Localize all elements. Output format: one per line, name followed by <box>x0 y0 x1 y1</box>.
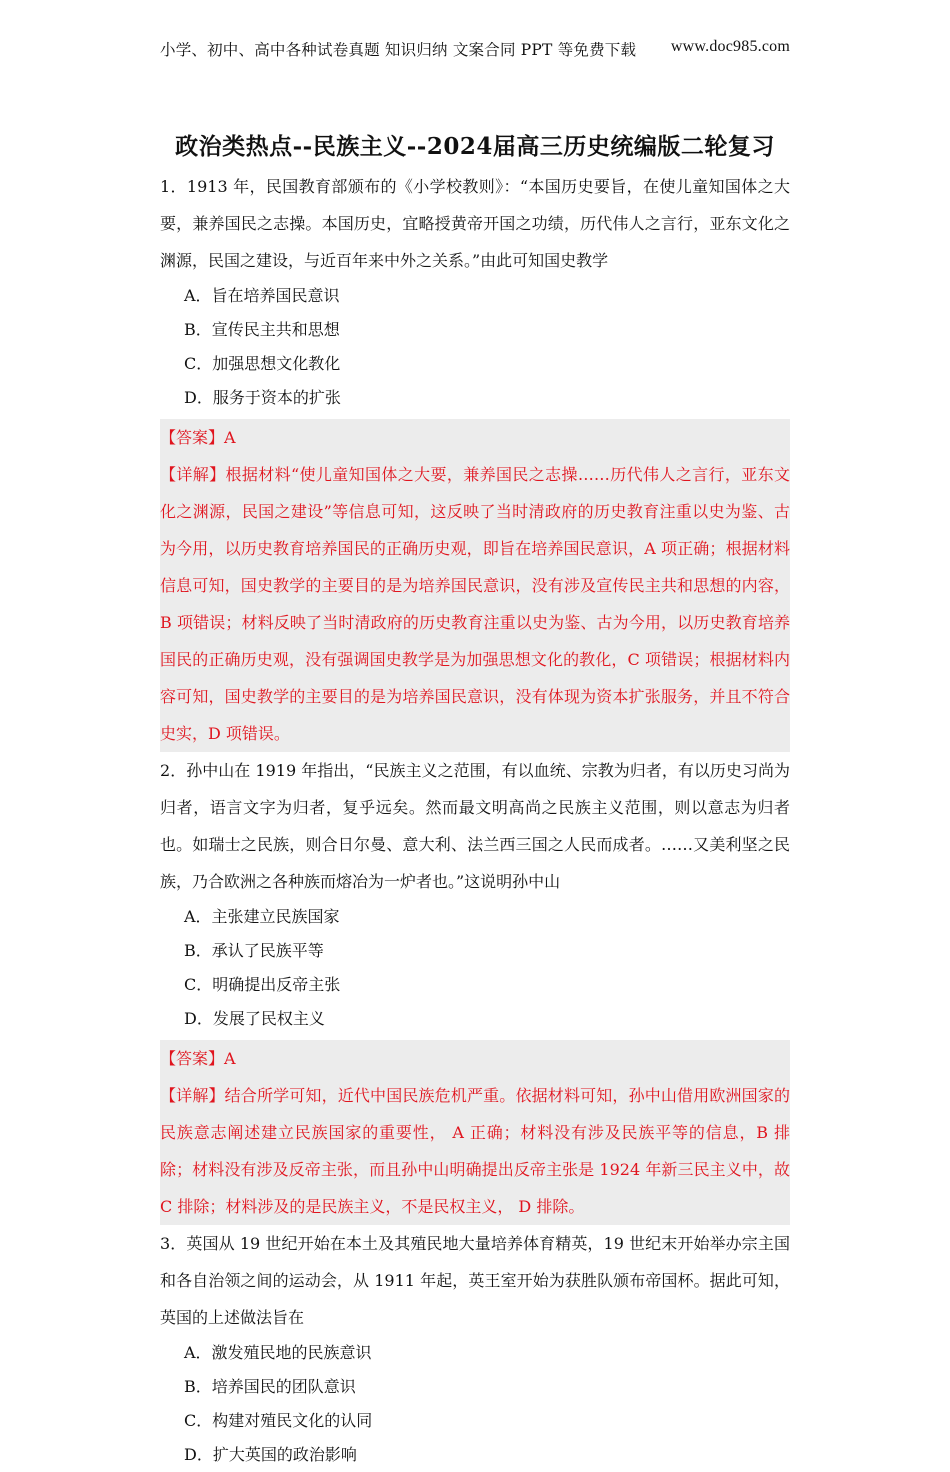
detail-text: 结合所学可知，近代中国民族危机严重。依据材料可知，孙中山借用欧洲国家的民族意志阐述建立民族国家的重要性， A 正确；材料没有涉及民族平等的信息，B 排除；材料没有涉及反帝主张，而且孙中山明确提出反帝主张是 1924 年新三民主义中，故 C 排除；材料涉及的是民族主义，不是民权主义， D 排除。 <box>160 1086 790 1216</box>
q1-answer <box>160 419 790 456</box>
question-1-stem: 1．1913 年，民国教育部颁布的《小学校教则》：“本国历史要旨，在使儿童知国体之大要，兼养国民之志操。本国历史，宜略授黄帝开国之功绩，历代伟人之言行，亚东文化之渊源，民国之建设，与近百年来中外之关系。”由此可知国史教学 <box>160 177 790 270</box>
q3-option-a: A．激发殖民地的民族意识 <box>184 1343 372 1362</box>
q2-option-a: A．主张建立民族国家 <box>184 907 340 926</box>
question-2-stem: 2．孙中山在 1919 年指出，“民族主义之范围，有以血统、宗教为归者，有以历史习尚为归者，语言文字为归者，复乎远矣。然而最文明高尚之民族主义范围，则以意志为归者也。如瑞士之民族，则合日尔曼、意大利、法兰西三国之人民而成者。……又美利坚之民族，乃合欧洲之各种族而熔冶为一炉者也。”这说明孙中山 <box>160 761 790 891</box>
q1-option-c: C．加强思想文化教化 <box>184 354 341 373</box>
q1-option-d: D．服务于资本的扩张 <box>184 388 341 407</box>
answer-value: A <box>224 1049 236 1068</box>
q2-option-c: C．明确提出反帝主张 <box>184 975 341 994</box>
q1-option-a: A．旨在培养国民意识 <box>184 286 340 305</box>
question-1-answer-block <box>160 419 790 752</box>
q2-detail <box>160 1077 790 1225</box>
page-title: 政治类热点--民族主义--2024届高三历史统编版二轮复习 <box>175 133 775 160</box>
q2-option-d: D．发展了民权主义 <box>184 1009 325 1028</box>
answer-label: 【答案】 <box>160 428 225 447</box>
question-2-answer-block <box>160 1040 790 1225</box>
q2-answer <box>160 1040 790 1077</box>
question-3-options <box>160 1336 790 1472</box>
q1-option-b: B．宣传民主共和思想 <box>184 320 340 339</box>
header-site[interactable]: www.doc985.com <box>670 38 790 55</box>
document-body <box>160 168 790 1472</box>
answer-value: A <box>224 428 236 447</box>
question-2-options <box>160 900 790 1036</box>
detail-label: 【详解】 <box>160 465 226 484</box>
q3-option-b: B．培养国民的团队意识 <box>184 1377 356 1396</box>
answer-label: 【答案】 <box>160 1049 225 1068</box>
q3-option-d: D．扩大英国的政治影响 <box>184 1445 357 1464</box>
page-header <box>160 38 790 60</box>
header-text: 小学、初中、高中各种试卷真题 知识归纳 文案合同 PPT 等免费下载 <box>160 41 637 59</box>
q3-option-c: C．构建对殖民文化的认同 <box>184 1411 373 1430</box>
detail-text: 根据材料“使儿童知国体之大要，兼养国民之志操……历代伟人之言行，亚东文化之渊源，民国之建设”等信息可知，这反映了当时清政府的历史教育注重以史为鉴、古为今用，以历史教育培养国民的正确历史观，即旨在培养国民意识，A 项正确；根据材料信息可知，国史教学的主要目的是为培养国民意识，没有涉及宣传民主共和思想的内容，B 项错误；材料反映了当时清政府的历史教育注重以史为鉴、古为今用，以历史教育培养国民的正确历史观，没有强调国史教学是为加强思想文化的教化，C 项错误；根据材料内容可知，国史教学的主要目的是为培养国民意识，没有体现为资本扩张服务，并且不符合史实，D 项错误。 <box>160 465 790 743</box>
question-3-stem: 3．英国从 19 世纪开始在本土及其殖民地大量培养体育精英，19 世纪末开始举办宗主国和各自治领之间的运动会，从 1911 年起，英王室开始为获胜队颁布帝国杯。据此可知，英国的上述做法旨在 <box>160 1234 790 1327</box>
q2-option-b: B．承认了民族平等 <box>184 941 324 960</box>
detail-label: 【详解】 <box>160 1086 225 1105</box>
q1-detail <box>160 456 790 752</box>
question-1-options <box>160 279 790 415</box>
